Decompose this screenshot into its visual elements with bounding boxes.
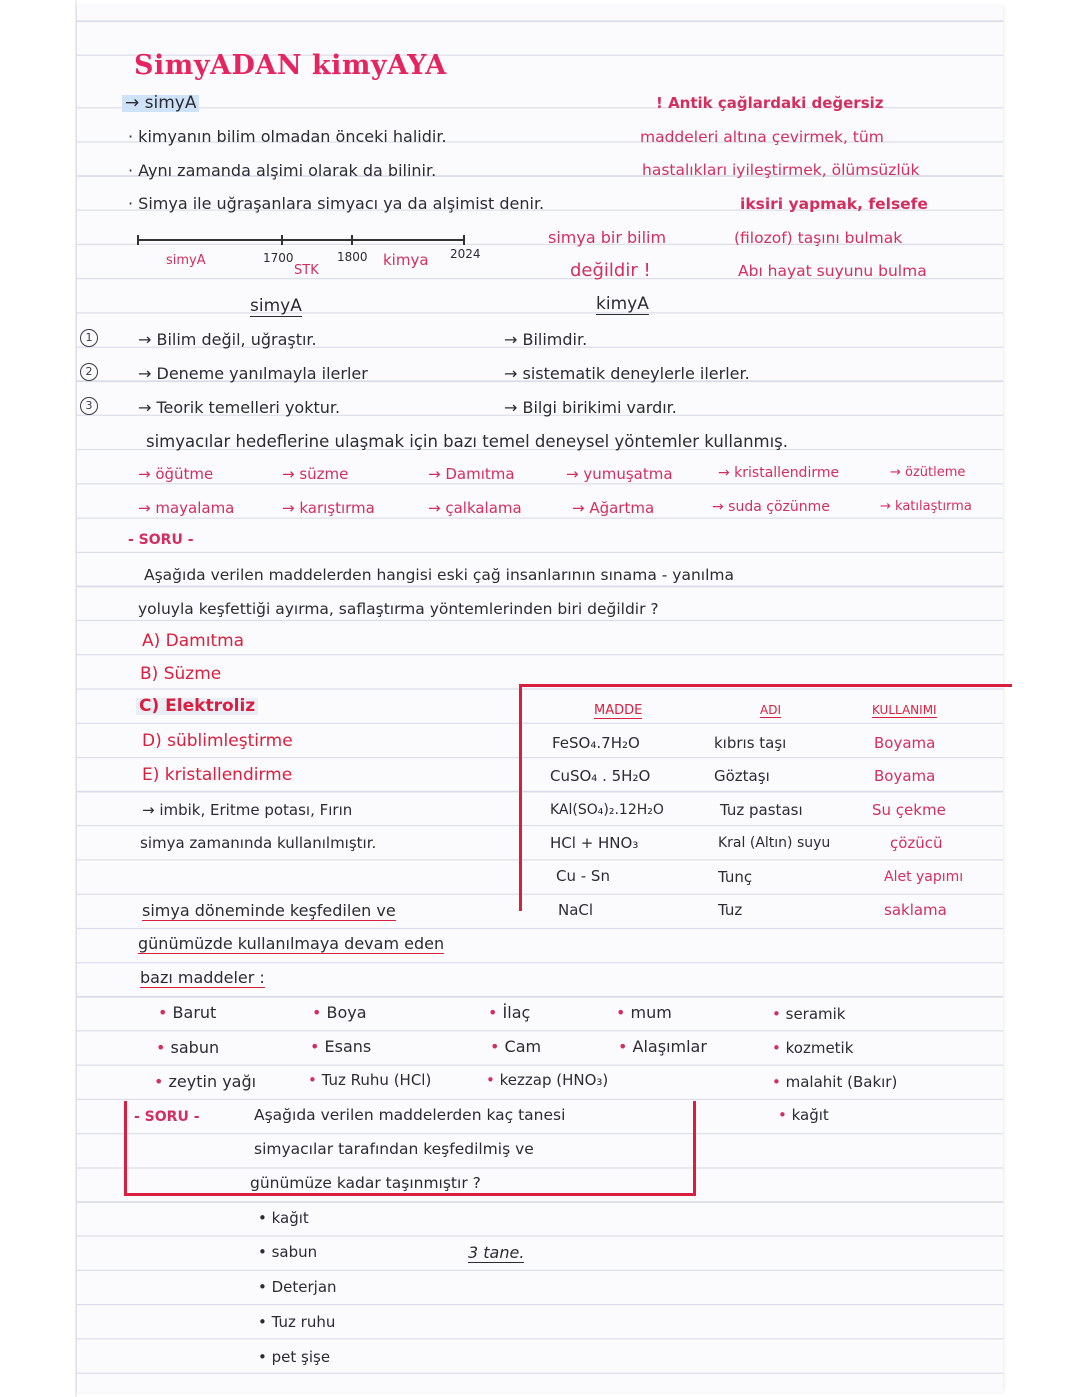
substance-item: • mum <box>616 1003 672 1022</box>
answer-option: D) süblimleştirme <box>142 731 293 751</box>
table-cell: Tunç <box>718 868 753 886</box>
substance-item: • Cam <box>490 1037 542 1056</box>
bullet-icon: • <box>772 1039 786 1057</box>
bullet-icon: • <box>312 1003 327 1022</box>
timeline-tick: 1700 <box>263 251 294 265</box>
note-pink-2: değildir ! <box>570 260 651 281</box>
question-text: Aşağıda verilen maddelerden hangisi eski çağ insanlarının sınama - yanılma <box>144 566 734 584</box>
bullet-icon: • <box>772 1073 786 1091</box>
method-item: → karıştırma <box>282 499 375 517</box>
table-cell: Cu - Sn <box>556 867 610 885</box>
question2-item: • kağıt <box>258 1209 309 1227</box>
substance-item: • malahit (Bakır) <box>772 1073 898 1091</box>
intro-line: · Simya ile uğraşanlara simyacı ya da alşimist denir. <box>128 194 545 213</box>
table-cell: HCl + HNO₃ <box>550 834 639 852</box>
method-item: → yumuşatma <box>566 465 673 483</box>
tools-line: → imbik, Eritme potası, Fırın <box>142 801 353 819</box>
table-header: KULLANIMI <box>872 703 937 717</box>
method-item: → Ağartma <box>572 499 655 517</box>
note-line: hastalıkları iyileştirmek, ölümsüzlük <box>642 161 920 179</box>
comparison-left-cell: → Bilim değil, uğraştır. <box>138 330 317 349</box>
substance-item: • kağıt <box>778 1106 829 1124</box>
comparison-right-cell: → Bilgi birikimi vardır. <box>504 398 677 417</box>
substance-item: • seramik <box>772 1005 846 1023</box>
discovered-heading: bazı maddeler : <box>140 968 265 987</box>
comparison-right-header: kimyA <box>596 294 649 314</box>
table-cell: CuSO₄ . 5H₂O <box>550 767 651 785</box>
timeline-end-label: kimya <box>383 251 429 269</box>
question-text: yoluyla keşfettiği ayırma, saflaştırma yöntemlerinden biri değildir ? <box>138 600 659 618</box>
bullet-icon: • <box>310 1037 325 1056</box>
table-cell: NaCl <box>558 901 594 919</box>
substance-item: • kezzap (HNO₃) <box>486 1071 609 1089</box>
note-line: maddeleri altına çevirmek, tüm <box>640 128 884 146</box>
method-item: → mayalama <box>138 499 235 517</box>
tools-line: simya zamanında kullanılmıştır. <box>140 834 377 852</box>
table-cell: Su çekme <box>872 801 946 819</box>
table-cell: FeSO₄.7H₂O <box>552 734 640 752</box>
substance-item: • Tuz Ruhu (HCl) <box>308 1071 432 1089</box>
comparison-left-cell: → Deneme yanılmayla ilerler <box>138 364 368 383</box>
substance-item: • İlaç <box>488 1003 531 1022</box>
substance-item: • zeytin yağı <box>154 1072 257 1091</box>
note-line: iksiri yapmak, felsefe <box>740 195 928 213</box>
method-item: → suda çözünme <box>712 499 830 515</box>
question2-item: • Deterjan <box>258 1278 337 1296</box>
bullet-icon: • <box>156 1038 171 1057</box>
table-cell: Boyama <box>874 767 936 785</box>
method-item: → Damıtma <box>428 465 515 483</box>
method-item: → özütleme <box>890 465 966 480</box>
bullet-icon: • <box>158 1003 173 1022</box>
table-cell: KAl(SO₄)₂.12H₂O <box>550 802 664 818</box>
question-text: günümüze kadar taşınmıştır ? <box>250 1174 481 1192</box>
section-heading-simya: → simyA <box>122 95 199 112</box>
number-marker: 2 <box>80 363 98 381</box>
substance-item: • Esans <box>310 1037 372 1056</box>
table-cell: saklama <box>884 901 947 919</box>
discovered-heading: günümüzde kullanılmaya devam eden <box>138 934 445 953</box>
substance-item: • Barut <box>158 1003 217 1022</box>
page-title: SimyADAN kimyAYA <box>134 50 447 81</box>
answer-option: B) Süzme <box>140 664 222 684</box>
answer-option-correct: C) Elektroliz <box>136 698 258 715</box>
timeline-tick: 2024 <box>450 247 481 261</box>
method-item: → çalkalama <box>428 499 522 517</box>
bullet-icon: • <box>154 1072 169 1091</box>
comparison-left-cell: → Teorik temelleri yoktur. <box>138 398 341 417</box>
comparison-right-cell: → Bilimdir. <box>504 330 588 349</box>
question-label: - SORU - <box>134 1109 200 1125</box>
note-line: Abı hayat suyunu bulma <box>738 262 927 280</box>
table-header: MADDE <box>594 703 643 718</box>
table-cell: Kral (Altın) suyu <box>718 835 831 851</box>
question2-item: • sabun <box>258 1243 318 1261</box>
table-cell: çözücü <box>890 834 943 852</box>
timeline-tick: 1800 <box>337 250 368 264</box>
timeline-start-label: simyA <box>166 253 206 268</box>
table-cell: Tuz <box>718 901 743 919</box>
timeline-mid-label: STK <box>294 263 319 278</box>
methods-sentence: simyacılar hedeflerine ulaşmak için bazı temel deneysel yöntemler kullanmış. <box>146 432 789 451</box>
answer-option: A) Damıtma <box>142 631 245 651</box>
substance-item: • Alaşımlar <box>618 1037 707 1056</box>
intro-line: · Aynı zamanda alşimi olarak da bilinir. <box>128 161 437 180</box>
question2-answer: 3 tane. <box>468 1243 525 1262</box>
question-text: Aşağıda verilen maddelerden kaç tanesi <box>254 1106 566 1124</box>
method-item: → öğütme <box>138 465 214 483</box>
table-cell: Tuz pastası <box>720 801 803 819</box>
method-item: → kristallendirme <box>718 465 840 481</box>
substance-item: • Boya <box>312 1003 367 1022</box>
note-line: ! Antik çağlardaki değersiz <box>656 94 884 112</box>
table-cell: kıbrıs taşı <box>714 734 787 752</box>
question-label: - SORU - <box>128 532 194 548</box>
bullet-icon: • <box>618 1037 633 1056</box>
note-line: (filozof) taşını bulmak <box>734 229 903 247</box>
table-cell: Alet yapımı <box>884 869 964 885</box>
comparison-right-cell: → sistematik deneylerle ilerler. <box>504 364 750 383</box>
discovered-heading: simya döneminde keşfedilen ve <box>142 901 396 920</box>
bullet-icon: • <box>772 1005 786 1023</box>
bullet-icon: • <box>778 1106 792 1124</box>
bullet-icon: • <box>490 1037 505 1056</box>
bullet-icon: • <box>616 1003 631 1022</box>
intro-line: · kimyanın bilim olmadan önceki halidir. <box>128 127 447 146</box>
number-marker: 3 <box>80 397 98 415</box>
note-pink-1: simya bir bilim <box>548 228 667 247</box>
table-header: ADI <box>760 703 781 717</box>
substance-item: • kozmetik <box>772 1039 854 1057</box>
bullet-icon: • <box>488 1003 503 1022</box>
number-marker: 1 <box>80 329 98 347</box>
comparison-left-header: simyA <box>250 296 302 316</box>
bullet-icon: • <box>308 1071 322 1089</box>
table-cell: Göztaşı <box>714 767 770 785</box>
method-item: → katılaştırma <box>880 499 972 514</box>
answer-option: E) kristallendirme <box>142 765 293 785</box>
table-cell: Boyama <box>874 734 936 752</box>
question2-item: • pet şişe <box>258 1348 331 1366</box>
question-text: simyacılar tarafından keşfedilmiş ve <box>254 1140 534 1158</box>
method-item: → süzme <box>282 465 349 483</box>
timeline-line <box>130 232 480 252</box>
substance-item: • sabun <box>156 1038 220 1057</box>
question2-item: • Tuz ruhu <box>258 1313 336 1331</box>
bullet-icon: • <box>486 1071 500 1089</box>
